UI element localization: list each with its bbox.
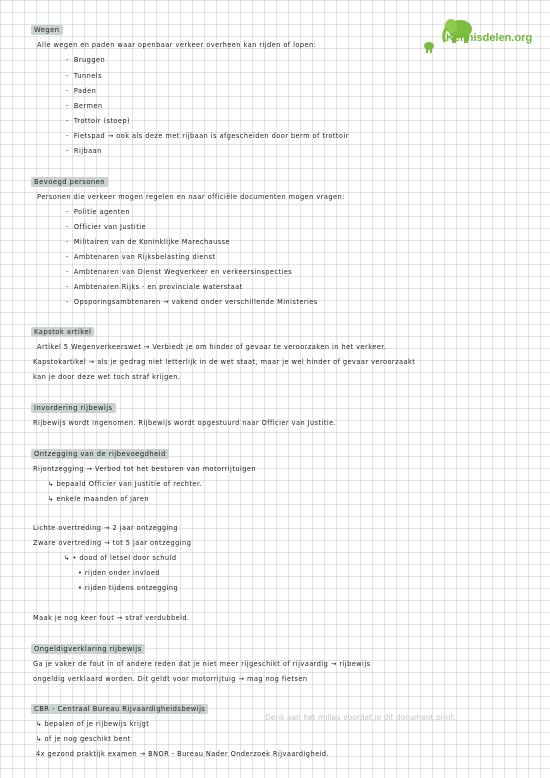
cbr-line-2: ↳ of je nog geschikt bent (36, 735, 131, 743)
ongeldig-line-1: Ga je vaker de fout in of andere reden dat je niet meer rijgeschikt of rijvaardig → rijbewijs (33, 660, 371, 668)
ontzegging-line-2: ↳ bepaald Officier van Justitie of rechter. (48, 480, 203, 488)
bevoegd-intro: Personen die verkeer mogen regelen en naar officiële documenten mogen vragen: (37, 193, 345, 201)
ontzegging-line-8: • rijden tijdens ontzegging (78, 584, 179, 592)
section-title-wegen: Wegen (31, 25, 63, 35)
kapstok-line-3: kan je door deze wet toch straf krijgen. (33, 373, 181, 381)
logo-text: Kennisdelen.org (446, 32, 533, 44)
ontzegging-line-9: Maak je nog keer fout → straf verdubbeld. (33, 614, 190, 622)
list-item: - Tunnels (66, 72, 102, 80)
ontzegging-line-1: Rijontzegging → Verbod tot het besturen van motorrijtuigen (33, 465, 257, 473)
cbr-line-1: ↳ bepalen of je rijbewijs krijgt (36, 720, 150, 728)
invordering-line-1: Rijbewijs wordt ingenomen. Rijbewijs wordt opgestuurd naar Officier van Justitie. (33, 419, 337, 427)
print-watermark: Denk aan het milieu voordat je dit document print. (265, 713, 456, 722)
list-item: - Fietspad → ook als deze met rijbaan is afgescheiden door berm of trottoir (66, 132, 349, 140)
list-item: - Ambtenaren van Dienst Wegverkeer en verkeersinspecties (66, 268, 293, 276)
ongeldig-line-2: ongeldig verklaard worden. Dit geldt voor motorrijtuig → mag nog fietsen (33, 675, 308, 683)
ontzegging-line-7: • rijden onder invloed (78, 569, 161, 577)
ontzegging-line-5: Zware overtreding → tot 5 jaar ontzegging (33, 539, 192, 547)
small-elephant-icon (422, 40, 436, 54)
list-item: - Opsporingsambtenaren → vakend onder verschillende Ministeries (66, 298, 318, 306)
ontzegging-line-3: ↳ enkele maanden of jaren (48, 495, 150, 503)
list-item: - Bermen (66, 102, 103, 110)
list-item: - Ambtenaren van Rijksbelasting dienst (66, 253, 216, 261)
list-item: - Officier van Justitie (66, 223, 147, 231)
list-item: - Rijbaan (66, 147, 102, 155)
list-item: - Ambtenaren Rijks - en provinciale waterstaat (66, 283, 243, 291)
cbr-line-3: 4x gezond praktijk examen → BNOR - Bureau Nader Onderzoek Rijvaardigheid. (36, 750, 330, 758)
ontzegging-line-6: ↳ • dood of letsel door schuld (64, 554, 177, 562)
kennisdelen-logo[interactable] (420, 14, 540, 58)
list-item: - Paden (66, 87, 97, 95)
section-title-bevoegd: Bevoegd personen (31, 177, 108, 187)
ontzegging-line-4: Lichte overtreding → 2 jaar ontzegging (33, 524, 179, 532)
kapstok-line-2: Kapstokartikel → als je gedrag niet letterlijk in de wet staat, maar je wel hinder of gevaar veroorzaakt (33, 358, 416, 366)
list-item: - Militairen van de Koninklijke Marechausse (66, 238, 231, 246)
section-title-invordering: Invordering rijbewijs (31, 403, 116, 413)
kapstok-line-1: Artikel 5 Wegenverkeerswet → Verbiedt je om hinder of gevaar te veroorzaken in het verkeer. (37, 343, 387, 351)
list-item: - Politie agenten (66, 208, 130, 216)
list-item: - Bruggen (66, 56, 106, 64)
section-title-ontzegging: Ontzegging van de rijbevoegdheid (31, 449, 169, 459)
list-item: - Trottoir (stoep) (66, 117, 131, 125)
section-title-ongeldig: Ongeldigverklaring rijbewijs (31, 644, 145, 654)
wegen-intro: Alle wegen en paden waar openbaar verkeer overheen kan rijden of lopen: (37, 41, 317, 49)
section-title-cbr: CBR - Centraal Bureau Rijvaardigheidsbewijs (31, 704, 208, 714)
section-title-kapstok: Kapstok artikel (31, 327, 94, 337)
